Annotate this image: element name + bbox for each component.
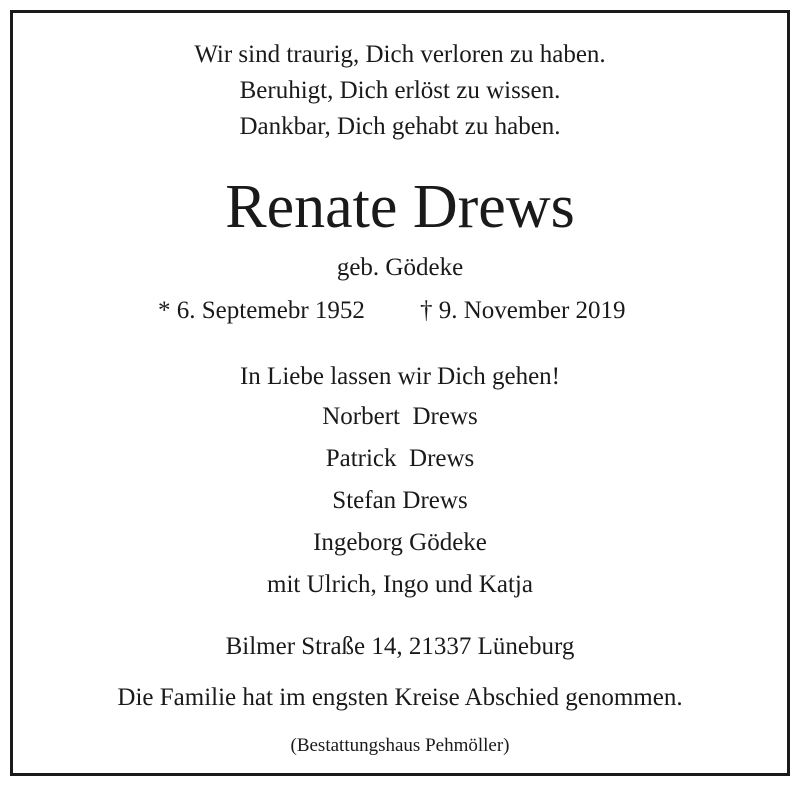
mourner-5: mit Ulrich, Ingo und Katja	[267, 571, 533, 598]
maiden-name: geb. Gödeke	[336, 254, 464, 281]
death-date: † 9. November 2019	[420, 297, 626, 324]
address: Bilmer Straße 14, 21337 Lüneburg	[225, 633, 575, 660]
mourner-2: Patrick Drews	[325, 445, 475, 472]
farewell-line: In Liebe lassen wir Dich gehen!	[239, 363, 561, 390]
mourner-3: Stefan Drews	[332, 487, 468, 514]
verse-line-3: Dankbar, Dich gehabt zu haben.	[239, 113, 561, 140]
verse-line-1: Wir sind traurig, Dich verloren zu haben.	[194, 41, 606, 68]
mourner-1: Norbert Drews	[322, 403, 478, 430]
farewell-notice: Die Familie hat im engsten Kreise Abschied genommen.	[117, 684, 683, 711]
deceased-name: Renate Drews	[225, 173, 575, 241]
funeral-home: (Bestattungshaus Pehmöller)	[290, 735, 510, 756]
birth-date: * 6. Septemebr 1952	[158, 297, 365, 324]
verse-line-2: Beruhigt, Dich erlöst zu wissen.	[239, 77, 561, 104]
mourner-4: Ingeborg Gödeke	[313, 529, 487, 556]
